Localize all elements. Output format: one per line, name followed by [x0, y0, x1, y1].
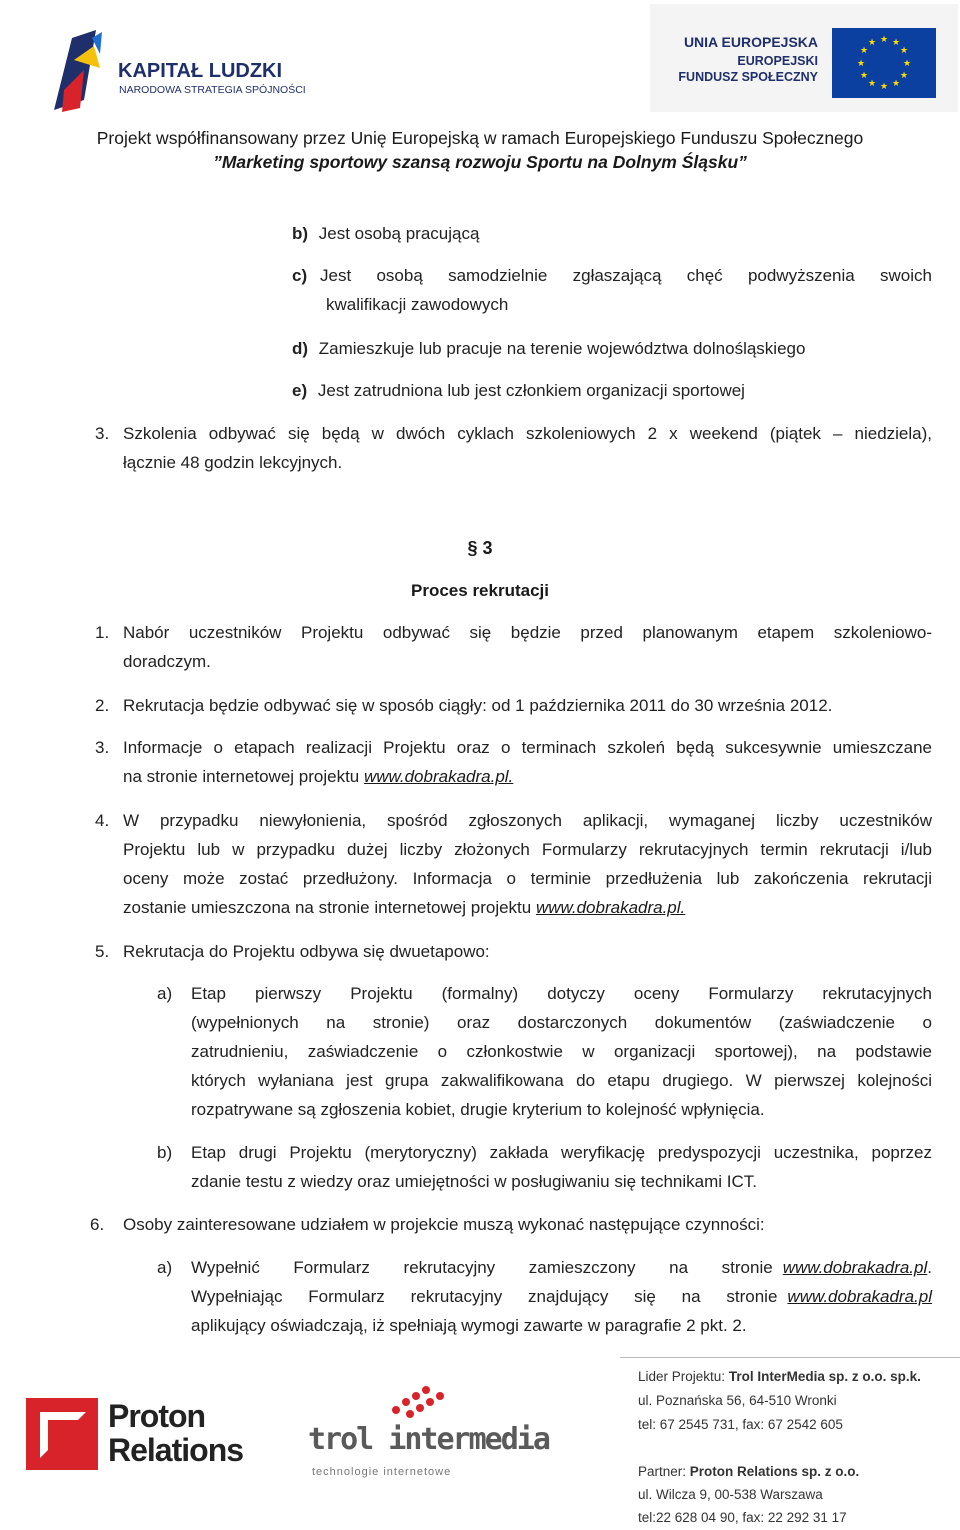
svg-text:★: ★: [859, 46, 869, 56]
proton-square-icon: [26, 1398, 98, 1470]
item-5a-line4: których wyłaniana jest grupa zakwalifikowana do etapu drugiego. W pierwszej kolejności: [191, 1071, 932, 1090]
list-item-d: [292, 339, 805, 359]
list-item-b: [292, 224, 479, 244]
item-5a-line5: rozpatrywane są zgłoszenia kobiet, drugie kryterium to kolejność wpłynięcia.: [191, 1100, 765, 1119]
website-link[interactable]: www.dobrakadra.pl: [787, 1287, 932, 1306]
trol-subtitle: technologie internetowe: [312, 1466, 452, 1478]
kapital-ludzki-logo: [44, 30, 314, 115]
item-label: b): [292, 224, 309, 243]
leader-name: Trol InterMedia sp. z o.o. sp.k.: [728, 1369, 921, 1384]
trol-dots-icon: [386, 1380, 456, 1420]
item-5a-line2: (wypełnionych na stronie) oraz dostarczonych dokumentów (zaświadczenie o: [191, 1013, 932, 1032]
item-5a-line3: zatrudnieniu, zaświadczenie o członkostwie w organizacji sportowej), na podstawie: [191, 1042, 932, 1061]
svg-text:★: ★: [856, 59, 866, 69]
item-3b-number: 3.: [95, 738, 110, 757]
svg-text:★: ★: [879, 82, 889, 92]
item-3-number: 3.: [95, 424, 110, 443]
kapital-ludzki-emblem-icon: [44, 30, 124, 115]
item-5-number: 5.: [95, 942, 110, 961]
item-5a-label: a): [157, 984, 173, 1003]
footer-divider: [620, 1357, 960, 1358]
item-4-line3: oceny może zostać przedłużony. Informacja o terminie przedłużenia lub zakończenia rekrutacji: [123, 869, 932, 888]
svg-text:★: ★: [867, 38, 877, 48]
svg-text:★: ★: [899, 71, 909, 81]
item-text: Zamieszkuje lub pracuje na terenie województwa dolnośląskiego: [318, 339, 806, 358]
item-1-number: 1.: [95, 623, 110, 642]
section-title: Proces rekrutacji: [411, 581, 549, 600]
list-item-c-cont: kwalifikacji zawodowych: [326, 295, 509, 314]
ue-line2: EUROPEJSKI: [737, 54, 818, 68]
footer-leader: [638, 1369, 921, 1384]
svg-text:★: ★: [902, 59, 912, 69]
ue-line3: FUNDUSZ SPOŁECZNY: [678, 70, 818, 84]
partner-label: Partner:: [638, 1464, 687, 1479]
item-6-number: 6.: [90, 1215, 105, 1234]
item-3-line2: łącznie 48 godzin lekcyjnych.: [123, 453, 343, 472]
item-text: Wypełnić Formularz rekrutacyjny zamieszczony na stronie: [191, 1258, 773, 1277]
item-2-line1: Rekrutacja będzie odbywać się w sposób ciągły: od 1 października 2011 do 30 września 2012.: [123, 696, 833, 715]
item-6a-label: a): [157, 1258, 173, 1277]
item-6-line1: Osoby zainteresowane udziałem w projekcie muszą wykonać następujące czynności:: [123, 1215, 765, 1234]
item-6a-line1: [191, 1258, 932, 1278]
item-4-line4: [123, 898, 685, 918]
item-2-number: 2.: [95, 696, 110, 715]
trol-intermedia-logo: [308, 1380, 549, 1485]
svg-text:★: ★: [859, 71, 869, 81]
svg-text:★: ★: [891, 79, 901, 89]
project-header-line: Projekt współfinansowany przez Unię Europejską w ramach Europejskiego Funduszu Społecznego: [96, 128, 864, 148]
item-label: e): [292, 381, 308, 400]
footer-leader-phone: tel: 67 2545 731, fax: 67 2542 605: [638, 1417, 843, 1432]
ue-line1: UNIA EUROPEJSKA: [683, 34, 818, 50]
footer-leader-address: ul. Poznańska 56, 64-510 Wronki: [638, 1393, 837, 1408]
trol-wordmark: trol intermedia: [308, 1422, 549, 1457]
item-5b-label: b): [157, 1143, 173, 1162]
eu-flag-icon: [832, 28, 936, 98]
item-label: d): [292, 339, 309, 358]
item-1-line2: doradczym.: [123, 652, 211, 671]
svg-text:★: ★: [879, 35, 889, 45]
item-text: Jest osobą pracującą: [318, 224, 480, 243]
item-5b-line2: zdanie testu z wiedzy oraz umiejętności w posługiwaniu się technikami ICT.: [191, 1172, 757, 1191]
website-link[interactable]: www.dobrakadra.pl: [782, 1258, 928, 1277]
item-label: c): [292, 266, 308, 285]
svg-text:★: ★: [867, 79, 877, 89]
unia-europejska-logo: [650, 4, 958, 112]
item-3b-line2: [123, 767, 513, 787]
section-sign: § 3: [467, 538, 493, 558]
list-item-c: [292, 266, 932, 286]
item-text-end: .: [927, 1258, 932, 1277]
footer-partner-address: ul. Wilcza 9, 00-538 Warszawa: [638, 1487, 823, 1502]
svg-text:★: ★: [899, 46, 909, 56]
item-3b-line1: Informacje o etapach realizacji Projektu oraz o terminach szkoleń będą sukcesywnie umieszczane: [123, 738, 932, 757]
item-4-number: 4.: [95, 811, 110, 830]
svg-text:★: ★: [891, 38, 901, 48]
item-text: zostanie umieszczona na stronie internetowej projektu: [123, 898, 532, 917]
item-6a-line2: [191, 1287, 932, 1307]
item-5b-line1: Etap drugi Projektu (merytoryczny) zakłada weryfikację predyspozycji uczestnika, poprzez: [191, 1143, 932, 1162]
item-text: Wypełniając Formularz rekrutacyjny znajdujący się na stronie: [191, 1287, 778, 1306]
item-text: Jest zatrudniona lub jest członkiem organizacji sportowej: [317, 381, 745, 400]
item-3-line1: Szkolenia odbywać się będą w dwóch cyklach szkoleniowych 2 x weekend (piątek – niedziela),: [123, 424, 932, 443]
item-6a-line3: aplikujący oświadczają, iż spełniają wymogi zawarte w paragrafie 2 pkt. 2.: [191, 1316, 747, 1335]
list-item-e: [292, 381, 745, 401]
item-4-line2: Projektu lub w przypadku dużej liczby złożonych Formularzy rekrutacyjnych termin rekrutacji i/lub: [123, 840, 932, 859]
footer-partner-phone: tel:22 628 04 90, fax: 22 292 31 17: [638, 1510, 847, 1525]
item-4-line1: W przypadku niewyłonienia, spośród zgłoszonych aplikacji, wymaganej liczby uczestników: [123, 811, 932, 830]
item-text: na stronie internetowej projektu: [123, 767, 360, 786]
kapital-ludzki-name: KAPITAŁ LUDZKI: [118, 60, 283, 82]
project-title: ”Marketing sportowy szansą rozwoju Sportu na Dolnym Śląsku”: [213, 152, 747, 172]
website-link[interactable]: www.dobrakadra.pl.: [535, 898, 686, 917]
item-1-line1: Nabór uczestników Projektu odbywać się będzie przed planowanym etapem szkoleniowo-: [123, 623, 932, 642]
item-5-line1: Rekrutacja do Projektu odbywa się dwuetapowo:: [123, 942, 490, 961]
partner-name: Proton Relations sp. z o.o.: [689, 1464, 860, 1479]
proton-relations-logo: [26, 1398, 266, 1473]
item-5a-line1: Etap pierwszy Projektu (formalny) dotyczy oceny Formularzy rekrutacyjnych: [191, 984, 932, 1003]
leader-label: Lider Projektu:: [638, 1369, 726, 1384]
kapital-ludzki-subtitle: NARODOWA STRATEGIA SPÓJNOŚCI: [119, 84, 306, 96]
footer-partner: [638, 1464, 859, 1479]
proton-line2: Relations: [108, 1432, 244, 1468]
item-text: Jest osobą samodzielnie zgłaszającą chęć podwyższenia swoich: [320, 266, 932, 285]
proton-line1: Proton: [108, 1398, 206, 1434]
website-link[interactable]: www.dobrakadra.pl.: [363, 767, 514, 786]
